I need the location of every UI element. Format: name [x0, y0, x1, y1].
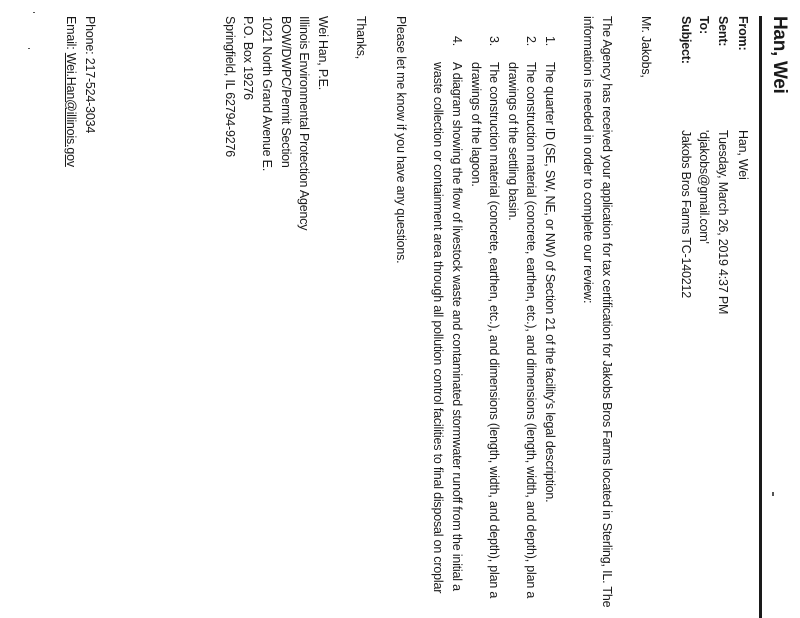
scan-speck: [28, 48, 30, 49]
thanks-line: Thanks,: [354, 16, 368, 60]
signature-city: Springfield, IL 62794-9276: [223, 16, 237, 157]
signature-street: 1021 North Grand Avenue E.: [260, 16, 274, 172]
list-item-text-continued: waste collection or containment area through all pollution control facilities to final disposal on croplar: [431, 62, 445, 594]
header-rule: [759, 16, 762, 618]
email-label: Email:: [64, 16, 78, 50]
intro-line-1: The Agency has received your application for tax certification for Jakobs Bros Farms located in Sterling, IL. The: [600, 16, 614, 608]
intro-line-2: information is needed in order to complete our review:: [581, 16, 595, 304]
list-item-text-continued: drawings of the lagoon.: [469, 62, 483, 187]
list-item-text: The quarter ID (SE, SW, NE, or NW) of Section 21 of the facility's legal description.: [543, 62, 557, 503]
signature-name: Wei Han, P.E.: [316, 16, 330, 91]
list-item-text: A diagram showing the flow of livestock waste and contaminated stormwater runoff from the initial a: [450, 62, 464, 591]
subject-value: Jakobs Bros Farms TC-140212: [679, 130, 693, 299]
signature-division: BOW/DWPC/Permit Section: [279, 16, 293, 168]
signature-phone: Phone: 217-524-3034: [83, 16, 97, 134]
email-link[interactable]: Wei.Han@illinois.gov: [64, 52, 78, 167]
salutation: Mr. Jakobs,: [639, 16, 653, 78]
signature-po-box: P.O. Box 19276: [241, 16, 255, 100]
to-value: 'djakobs@gmail.com': [697, 130, 711, 244]
sent-label: Sent:: [716, 16, 730, 47]
signature-agency: Illinois Environmental Protection Agency: [297, 16, 311, 231]
scan-speck: [772, 492, 774, 496]
sender-name-heading: Han, Wei: [769, 16, 790, 94]
list-item-number: 1.: [543, 36, 557, 47]
list-item-number: 4.: [450, 36, 464, 47]
list-item-number: 3.: [487, 36, 501, 47]
signature-email-line: [64, 16, 78, 167]
closing-request: Please let me know if you have any questions.: [394, 16, 408, 264]
from-label: From:: [736, 16, 750, 51]
list-item-number: 2.: [524, 36, 538, 47]
list-item-text-continued: drawings of the settling basin.: [506, 62, 520, 221]
from-value: Han, Wei: [736, 130, 750, 180]
list-item-text: The construction material (concrete, earthen, etc.), and dimensions (length, width, and depth), plan a: [487, 62, 501, 599]
sent-value: Tuesday, March 26, 2019 4:37 PM: [716, 130, 730, 315]
subject-label: Subject:: [679, 16, 693, 64]
list-item-text: The construction material (concrete, earthen, etc.), and dimensions (length, width, and depth), plan a: [524, 62, 538, 599]
to-label: To:: [697, 16, 711, 34]
scan-speck: [33, 12, 35, 13]
